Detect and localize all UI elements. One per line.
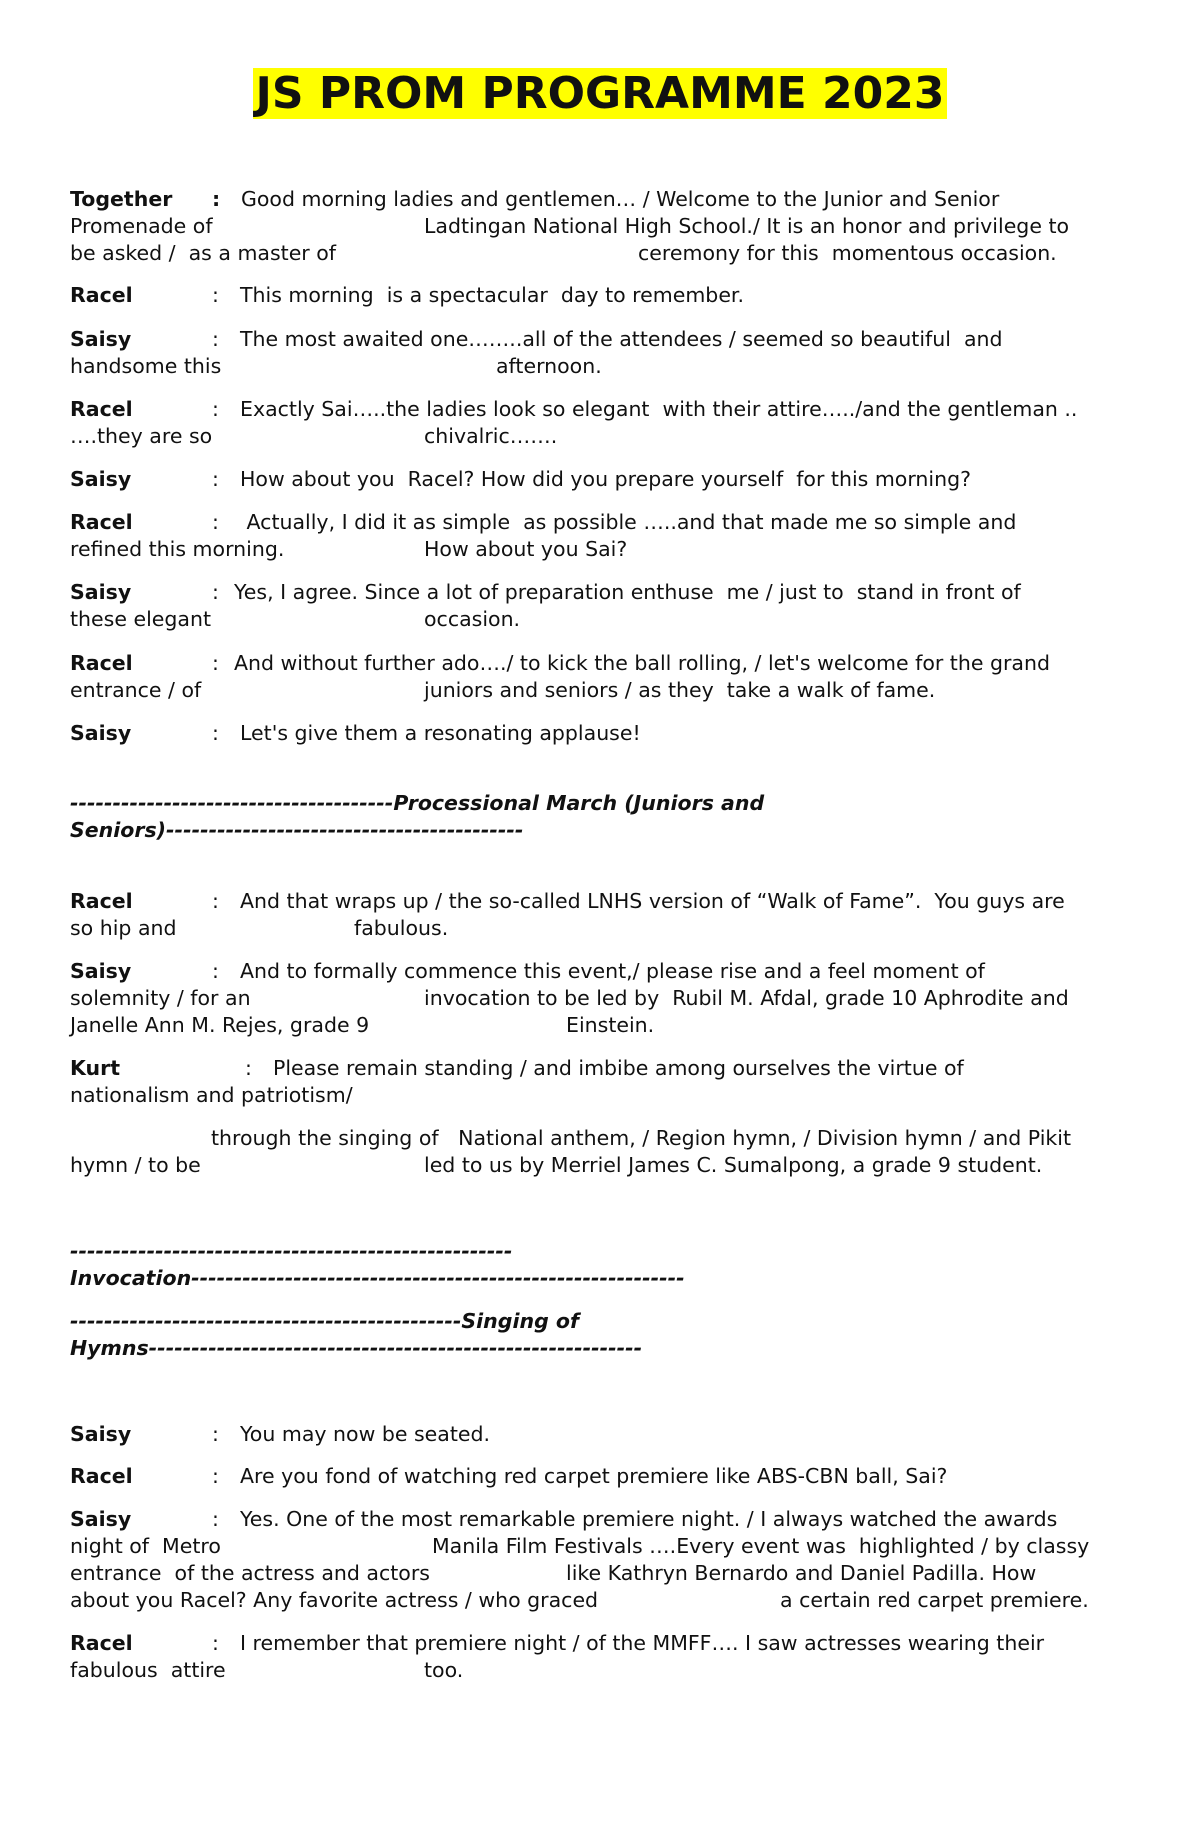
colon: : [212,510,219,534]
colon: : [212,959,219,983]
speaker-label: Saisy [70,327,132,351]
dialogue-text: And without further ado…./ to kick the ball rolling, / let's welcome for the grand [234,651,1050,675]
colon: : [212,283,219,307]
dialogue-continuation: hymn / to be [70,1153,201,1177]
section-marker: --------------------------------------Processional March (Juniors and [70,791,765,815]
dialogue-text: Yes. One of the most remarkable premiere night. / I always watched the awards [240,1507,1058,1531]
speaker-label: Saisy [70,580,132,604]
dialogue-text: Please remain standing / and imbibe among ourselves the virtue of [273,1056,964,1080]
dialogue-continuation: fabulous attire [70,1658,226,1682]
colon: : [212,1422,219,1446]
dialogue-text: Yes, I agree. Since a lot of preparation enthuse me / just to stand in front of [234,580,1021,604]
colon: : [212,889,219,913]
speaker-label: Racel [70,397,133,421]
dialogue-continuation: led to us by Merriel James C. Sumalpong, a grade 9 student. [424,1153,1043,1177]
colon: : [212,580,219,604]
dialogue-continuation: be asked / as a master of [70,241,337,265]
speaker-label: Saisy [70,959,132,983]
dialogue-line [70,1421,490,1448]
dialogue-continuation: chivalric……. [424,424,558,448]
colon: : [212,327,219,351]
section-marker: Invocation---------------------------------------------------------- [70,1266,685,1290]
dialogue-continuation: How about you Sai? [424,537,628,561]
dialogue-continuation: Ladtingan National High School./ It is an honor and privilege to [424,214,1070,238]
dialogue-continuation: ….they are so [70,424,213,448]
dialogue-continuation: juniors and seniors / as they take a walk of fame. [424,678,936,702]
dialogue-line [70,396,1077,423]
dialogue-continuation: entrance / of [70,678,202,702]
dialogue-text: Are you fond of watching red carpet premiere like ABS-CBN ball, Sai? [240,1464,948,1488]
dialogue-line [70,186,999,213]
dialogue-continuation: through the singing of National anthem, / Region hymn, / Division hymn / and Pikit [211,1126,1071,1150]
dialogue-text: And that wraps up / the so-called LNHS version of “Walk of Fame”. You guys are [240,889,1065,913]
dialogue-continuation: night of Metro [70,1534,221,1558]
dialogue-text: Exactly Sai…..the ladies look so elegant with their attire…../and the gentleman .. [240,397,1078,421]
dialogue-continuation: Manila Film Festivals ….Every event was highlighted / by classy [432,1534,1090,1558]
dialogue-line [70,326,1003,353]
dialogue-continuation: afternoon. [496,354,602,378]
colon: : [212,1631,219,1655]
dialogue-continuation: ceremony for this momentous occasion. [638,241,1057,265]
dialogue-line [70,650,1050,677]
speaker-label: Saisy [70,1507,132,1531]
dialogue-text: This morning is a spectacular day to remember. [240,283,744,307]
dialogue-continuation: these elegant [70,607,211,631]
dialogue-line [70,282,744,309]
section-marker: ----------------------------------------------Singing of [70,1309,579,1333]
dialogue-text: Actually, I did it as simple as possible …..and that made me so simple and [240,510,1017,534]
dialogue-line [70,888,1065,915]
dialogue-text: And to formally commence this event,/ please rise and a feel moment of [240,959,985,983]
speaker-label: Kurt [70,1056,121,1080]
dialogue-continuation: refined this morning. [70,537,285,561]
dialogue-continuation: a certain red carpet premiere. [780,1588,1089,1612]
dialogue-continuation: solemnity / for an [70,986,251,1010]
dialogue-continuation: entrance of the actress and actors [70,1561,430,1585]
dialogue-text: You may now be seated. [240,1422,491,1446]
dialogue-continuation: invocation to be led by Rubil M. Afdal, grade 10 Aphrodite and [424,986,1069,1010]
colon: : [212,1464,219,1488]
dialogue-continuation: like Kathryn Bernardo and Daniel Padilla. How [566,1561,1037,1585]
dialogue-line [70,466,971,493]
section-marker: Seniors)------------------------------------------ [70,818,524,842]
dialogue-line [70,1463,947,1490]
section-marker: Hymns---------------------------------------------------------- [70,1336,643,1360]
dialogue-line [70,720,641,747]
speaker-label: Racel [70,1464,133,1488]
dialogue-text: Good morning ladies and gentlemen… / Welcome to the Junior and Senior [241,187,1000,211]
page-title: JS PROM PROGRAMME 2023 [255,68,945,119]
dialogue-line [70,509,1016,536]
dialogue-continuation: occasion. [424,607,521,631]
section-marker: ---------------------------------------------------- [70,1239,513,1263]
speaker-label: Racel [70,283,133,307]
dialogue-continuation: Promenade of [70,214,213,238]
speaker-label: Racel [70,510,133,534]
speaker-label: Racel [70,1631,133,1655]
dialogue-text: The most awaited one……..all of the attendees / seemed so beautiful and [240,327,1003,351]
colon: : [212,467,219,491]
speaker-label: Together [70,187,173,211]
dialogue-continuation: handsome this [70,354,222,378]
dialogue-continuation: about you Racel? Any favorite actress / who graced [70,1588,599,1612]
dialogue-text: I remember that premiere night / of the MMFF…. I saw actresses wearing their [240,1631,1045,1655]
speaker-label: Saisy [70,467,132,491]
dialogue-continuation: nationalism and patriotism/ [70,1083,353,1107]
dialogue-line [70,1055,964,1082]
colon: : [212,187,221,211]
dialogue-line [70,1506,1057,1533]
colon: : [212,721,219,745]
speaker-label: Racel [70,889,133,913]
dialogue-line [70,958,985,985]
colon: : [212,651,219,675]
speaker-label: Saisy [70,1422,132,1446]
speaker-label: Saisy [70,721,132,745]
colon: : [212,1507,219,1531]
dialogue-continuation: Einstein. [566,1013,655,1037]
dialogue-line [70,579,1021,606]
colon: : [245,1056,252,1080]
speaker-label: Racel [70,651,133,675]
dialogue-text: Let's give them a resonating applause! [240,721,641,745]
dialogue-continuation: Janelle Ann M. Rejes, grade 9 [70,1013,370,1037]
dialogue-continuation: so hip and [70,916,177,940]
dialogue-text: How about you Racel? How did you prepare yourself for this morning? [240,467,971,491]
dialogue-continuation: fabulous. [354,916,449,940]
dialogue-continuation: too. [424,1658,464,1682]
colon: : [212,397,219,421]
dialogue-line [70,1630,1044,1657]
